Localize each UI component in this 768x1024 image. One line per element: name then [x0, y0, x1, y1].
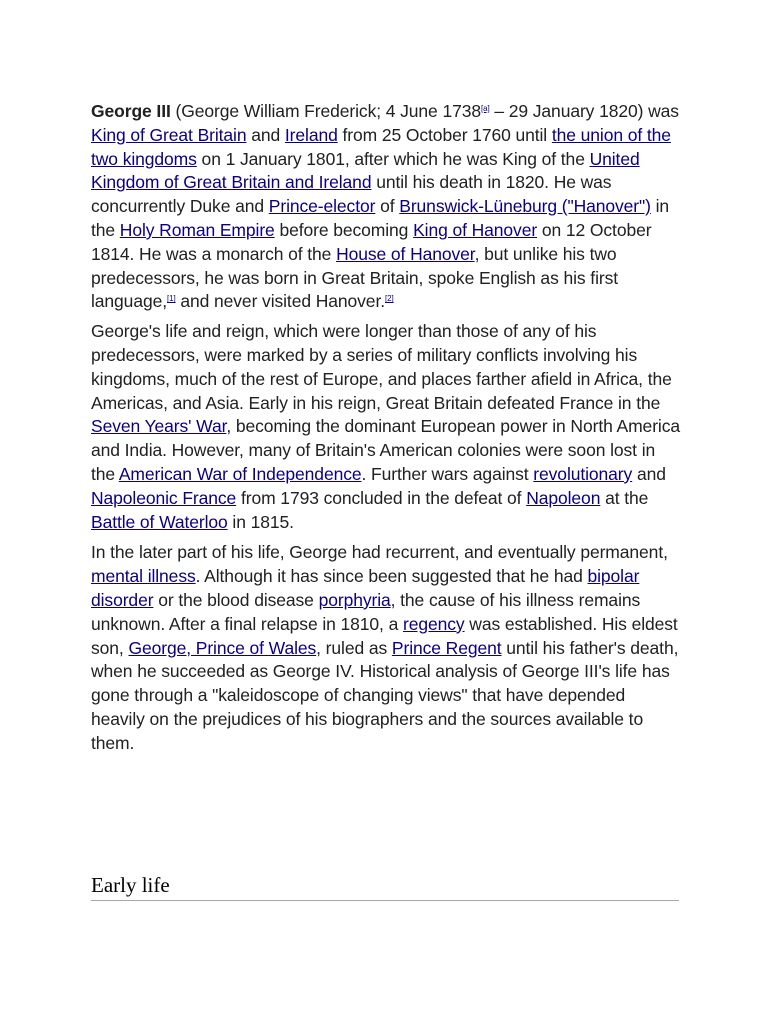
- paragraph-text: in 1815.: [227, 511, 294, 532]
- link-holy-roman-empire[interactable]: Holy Roman Empire: [119, 219, 275, 240]
- link-american-war-of-independence[interactable]: American War of Independence: [118, 463, 362, 484]
- paragraph-text: and: [246, 124, 285, 145]
- footnote-ref[interactable]: [481, 104, 490, 113]
- paragraph-text: , the cause of his illness remains unknown. After a final relapse in 1810, a: [91, 589, 641, 634]
- paragraph-text: . Although it has since been suggested that he had: [195, 566, 588, 587]
- link-united-kingdom-of-great-britain-and-ireland[interactable]: United Kingdom of Great Britain and Ireland: [91, 148, 640, 193]
- article-subject-bold: George III: [91, 101, 171, 121]
- paragraph-text: until his father's death, when he succeeded as George IV. Historical analysis of George III's life has gone through a "kaleidoscope of changing views" that have depended heavily on the prejudices of his biographers and the sources available to them.: [91, 637, 679, 753]
- link-prince-regent[interactable]: Prince Regent: [391, 637, 502, 658]
- reign-paragraph: [91, 320, 683, 534]
- link-napoleonic-france[interactable]: Napoleonic France: [91, 487, 237, 508]
- footnote-ref[interactable]: [167, 294, 176, 303]
- link-napoleon[interactable]: Napoleon: [526, 487, 601, 508]
- paragraph-text: was established. His eldest son,: [91, 613, 678, 658]
- paragraph-text: and never visited Hanover.: [175, 291, 385, 312]
- paragraph-text: George's life and reign, which were longer than those of any of his predecessors, were marked by a series of military conflicts involving his kingdoms, much of the rest of Europe, and places farther afield in Africa, the Americas, and Asia. Early in his reign, Great Britain defeated France in the: [91, 321, 672, 413]
- link-regency[interactable]: regency: [402, 613, 465, 634]
- link-seven-years-war[interactable]: Seven Years' War: [91, 416, 227, 437]
- paragraph-text: on 1 January 1801, after which he was King of the: [196, 148, 590, 169]
- link-george-prince-of-wales[interactable]: George, Prince of Wales: [128, 637, 317, 658]
- paragraph-text: in the: [91, 196, 670, 240]
- footnote-ref[interactable]: [385, 294, 394, 303]
- link-ireland[interactable]: Ireland: [284, 124, 338, 145]
- paragraph-text: from 1793 concluded in the defeat of: [236, 487, 527, 508]
- footnote-link[interactable]: [a]: [480, 104, 490, 113]
- link-king-of-hanover[interactable]: King of Hanover: [413, 219, 538, 240]
- link-prince-elector[interactable]: Prince-elector: [268, 196, 376, 217]
- lead-paragraph: [91, 100, 683, 314]
- paragraph-text: and: [632, 463, 666, 484]
- illness-paragraph: [91, 541, 683, 755]
- paragraph-text: or the blood disease: [153, 589, 319, 610]
- paragraph-text: In the later part of his life, George had recurrent, and eventually permanent,: [91, 542, 668, 563]
- link-mental-illness[interactable]: mental illness: [91, 566, 196, 587]
- link-king-of-great-britain[interactable]: King of Great Britain: [91, 124, 247, 145]
- paragraph-text: from 25 October 1760 until: [337, 124, 552, 145]
- paragraph-text: (George William Frederick; 4 June 1738: [170, 101, 481, 121]
- footnote-link[interactable]: [1]: [166, 294, 176, 304]
- paragraph-text: . Further wars against: [361, 463, 534, 484]
- paragraph-text: on 12 October 1814. He was a monarch of the: [91, 219, 652, 264]
- paragraph-text: of: [375, 196, 400, 217]
- link-revolutionary[interactable]: revolutionary: [533, 463, 633, 484]
- link-the-union-of-the-two-kingdoms[interactable]: the union of the two kingdoms: [91, 124, 671, 169]
- paragraph-text: , but unlike his two predecessors, he was born in Great Britain, spoke English as his first language,: [91, 243, 618, 312]
- link-bipolar-disorder[interactable]: bipolar disorder: [91, 566, 640, 610]
- paragraph-text: , ruled as: [316, 637, 392, 658]
- paragraph-text: – 29 January 1820) was: [489, 101, 679, 121]
- paragraph-text: , becoming the dominant European power in North America and India. However, many of Britain's American colonies were soon lost in the: [91, 416, 680, 484]
- article-body: [91, 100, 683, 763]
- link-battle-of-waterloo[interactable]: Battle of Waterloo: [91, 511, 228, 532]
- footnote-link[interactable]: [2]: [384, 294, 394, 304]
- paragraph-text: before becoming: [274, 219, 414, 240]
- section-heading-early-life: Early life: [91, 871, 679, 901]
- link-porphyria[interactable]: porphyria: [318, 589, 391, 610]
- paragraph-text: until his death in 1820. He was concurrently Duke and: [91, 172, 612, 217]
- link-house-of-hanover[interactable]: House of Hanover: [336, 243, 475, 264]
- paragraph-text: at the: [600, 487, 649, 508]
- link-brunswick-l-neburg-hanover[interactable]: Brunswick-Lüneburg ("Hanover"): [399, 196, 651, 217]
